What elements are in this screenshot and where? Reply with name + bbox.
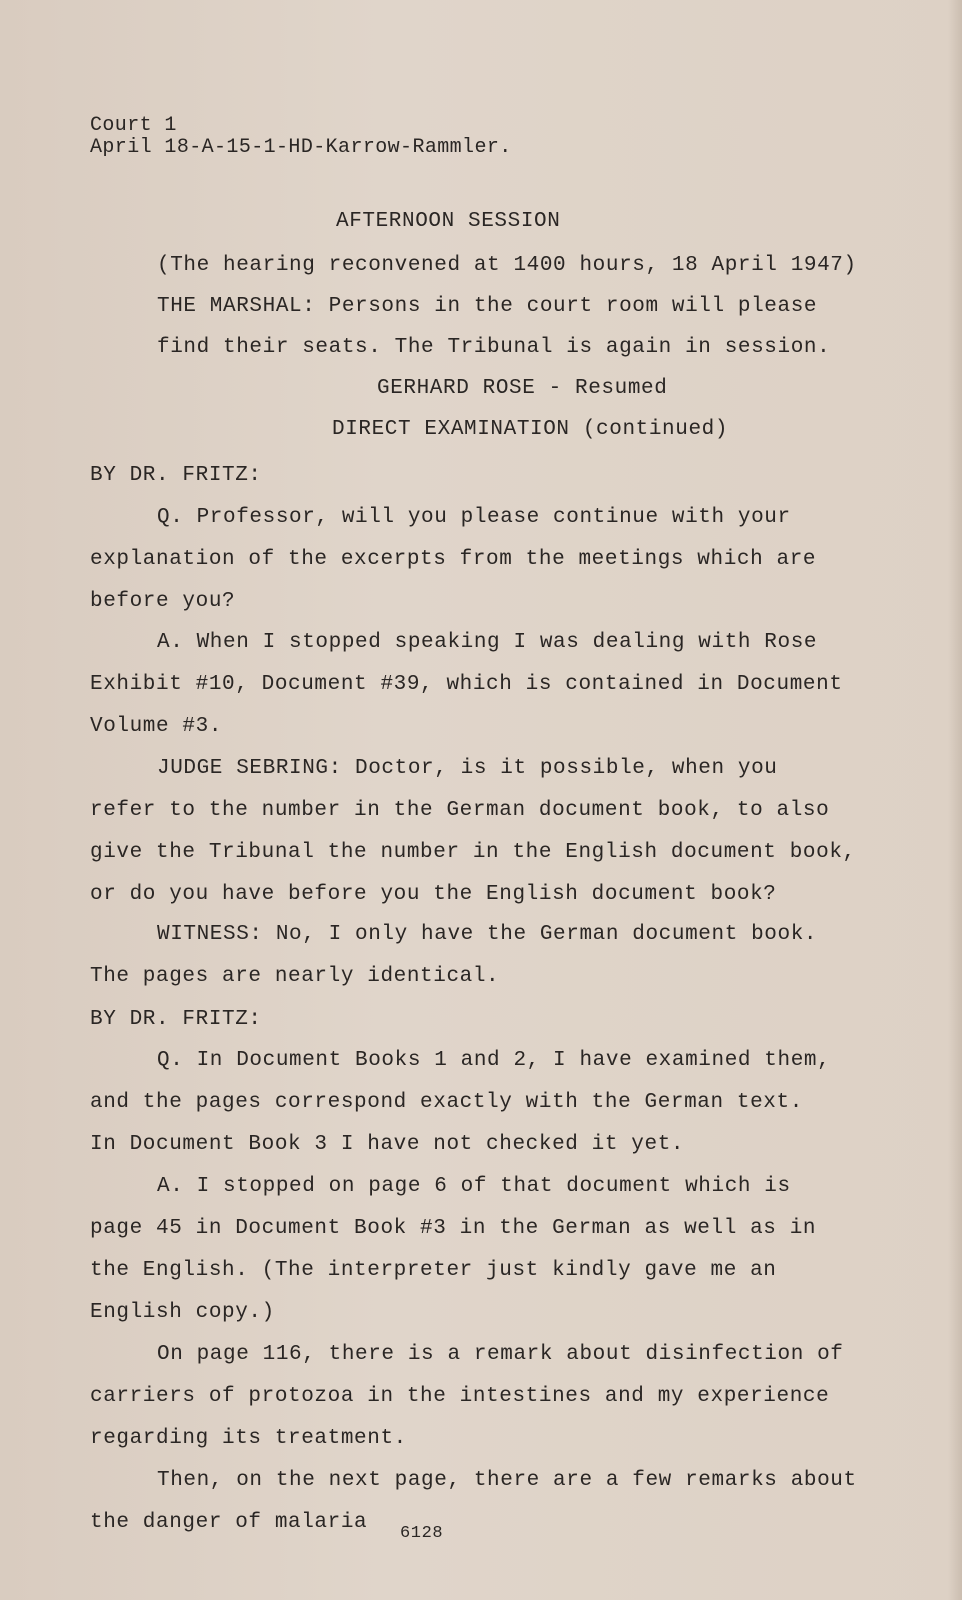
transcript-line: the danger of malaria [90,1511,368,1534]
transcript-line: In Document Book 3 I have not checked it yet. [90,1133,685,1156]
transcript-line: The pages are nearly identical. [90,965,500,988]
examination-heading: DIRECT EXAMINATION (continued) [332,418,729,441]
witness-heading: GERHARD ROSE - Resumed [377,377,668,400]
examiner-heading: BY DR. FRITZ: [90,1008,262,1031]
page-edge-shadow [948,0,962,1600]
transcript-line: the English. (The interpreter just kindly gave me an [90,1259,777,1282]
transcript-line: Volume #3. [90,715,223,738]
transcript-line: Q. Professor, will you please continue with your [157,506,791,529]
transcript-line: and the pages correspond exactly with the German text. [90,1091,803,1114]
examiner-heading: BY DR. FRITZ: [90,464,262,487]
transcript-line: page 45 in Document Book #3 in the German as well as in [90,1217,817,1240]
transcript-line: Then, on the next page, there are a few remarks about [157,1469,857,1492]
session-heading: AFTERNOON SESSION [336,210,561,233]
transcript-line: WITNESS: No, I only have the German document book. [157,923,818,946]
transcript-line: or do you have before you the English document book? [90,883,777,906]
transcript-line: JUDGE SEBRING: Doctor, is it possible, when you [157,757,778,780]
transcript-line: carriers of protozoa in the intestines and my experience [90,1385,830,1408]
transcript-line: Q. In Document Books 1 and 2, I have examined them, [157,1049,831,1072]
transcript-line: give the Tribunal the number in the English document book, [90,841,856,864]
transcript-line: before you? [90,590,236,613]
transcript-line: THE MARSHAL: Persons in the court room will please [157,295,818,318]
transcript-line: regarding its treatment. [90,1427,407,1450]
transcript-line: English copy.) [90,1301,275,1324]
transcript-line: Exhibit #10, Document #39, which is contained in Document [90,673,843,696]
transcript-line: find their seats. The Tribunal is again in session. [157,336,831,359]
hearing-note: (The hearing reconvened at 1400 hours, 18 April 1947) [157,254,857,277]
transcript-line: refer to the number in the German document book, to also [90,799,830,822]
page-number: 6128 [400,1524,444,1543]
transcript-line: On page 116, there is a remark about disinfection of [157,1343,844,1366]
transcript-reference: April 18-A-15-1-HD-Karrow-Rammler. [90,136,512,159]
transcript-line: A. I stopped on page 6 of that document which is [157,1175,791,1198]
court-number: Court 1 [90,114,177,137]
transcript-line: explanation of the excerpts from the meetings which are [90,548,817,571]
transcript-line: A. When I stopped speaking I was dealing with Rose [157,631,818,654]
